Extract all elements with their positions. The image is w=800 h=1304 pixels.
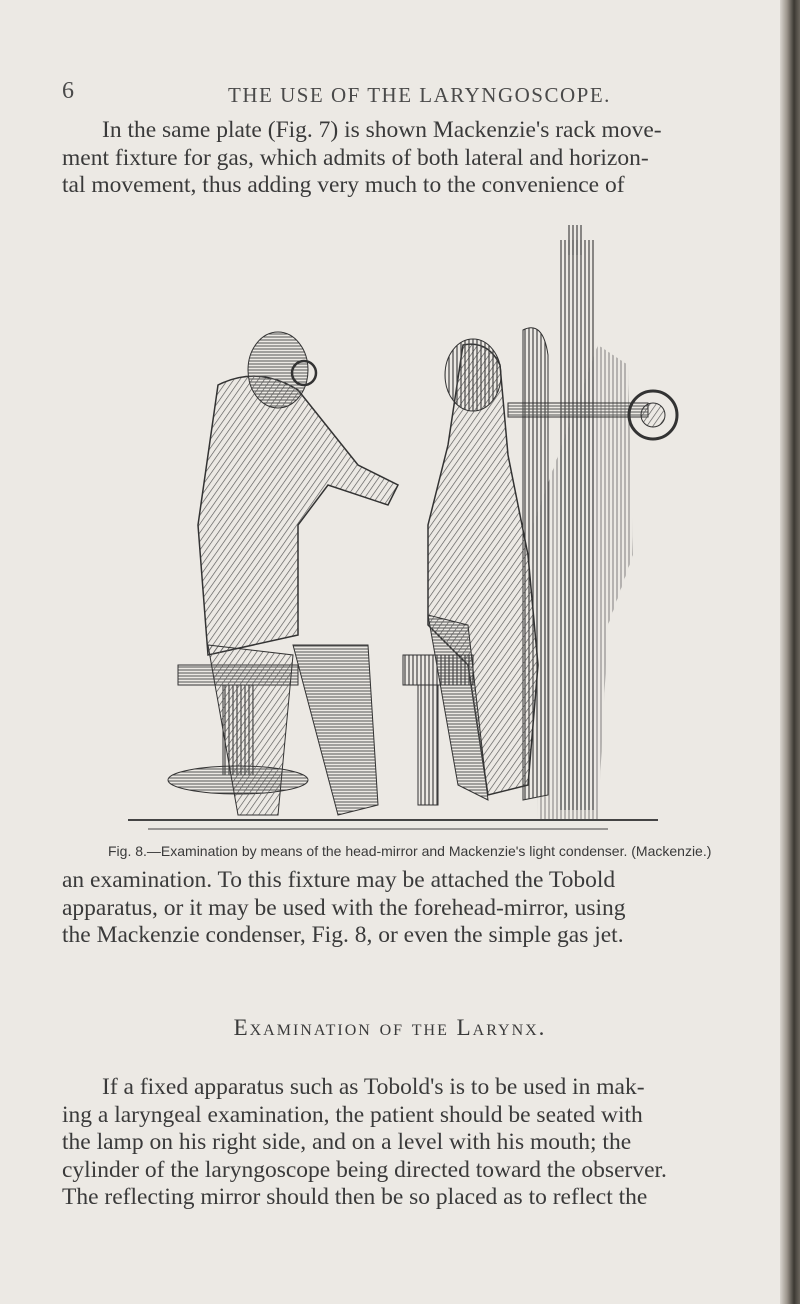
patient-head — [445, 339, 501, 411]
text-line: ing a laryngeal examination, the patient should be seated with — [62, 1101, 643, 1128]
observer-head — [248, 332, 308, 408]
text-line: The reflecting mirror should then be so placed as to reflect the — [62, 1184, 648, 1210]
text-line: apparatus, or it may be used with the forehead-mirror, using — [62, 894, 626, 921]
figure-caption: Fig. 8.—Examination by means of the head-mirror and Mackenzie's light condenser. (Mackenzie.) — [108, 843, 712, 859]
paragraph-2 — [62, 867, 762, 950]
page-edge-shadow — [780, 0, 800, 1304]
text-line: ment fixture for gas, which admits of both lateral and horizon- — [62, 144, 649, 171]
text-line: the Mackenzie condenser, Fig. 8, or even the simple gas jet. — [62, 922, 624, 948]
figure-engraving — [128, 225, 693, 835]
observer-figure — [198, 376, 398, 655]
text-line: tal movement, thus adding very much to the convenience of — [62, 172, 625, 198]
paragraph-1 — [62, 117, 762, 200]
condenser-arm — [508, 403, 648, 417]
text-line: cylinder of the laryngoscope being directed toward the observer. — [62, 1156, 667, 1183]
text-line: If a fixed apparatus such as Tobold's is to be used in mak- — [102, 1074, 645, 1100]
text-line: an examination. To this fixture may be attached the Tobold — [62, 867, 616, 893]
section-heading: Examination of the Larynx. — [233, 1015, 547, 1040]
text-line: In the same plate (Fig. 7) is shown Mackenzie's rack move- — [102, 117, 662, 143]
side-table — [403, 655, 473, 685]
text-line: the lamp on his right side, and on a level with his mouth; the — [62, 1129, 632, 1155]
running-title: THE USE OF THE LARYNGOSCOPE. — [228, 83, 611, 107]
gas-standard-pole — [558, 240, 596, 810]
page-number: 6 — [62, 78, 74, 104]
paragraph-3 — [62, 1074, 762, 1212]
